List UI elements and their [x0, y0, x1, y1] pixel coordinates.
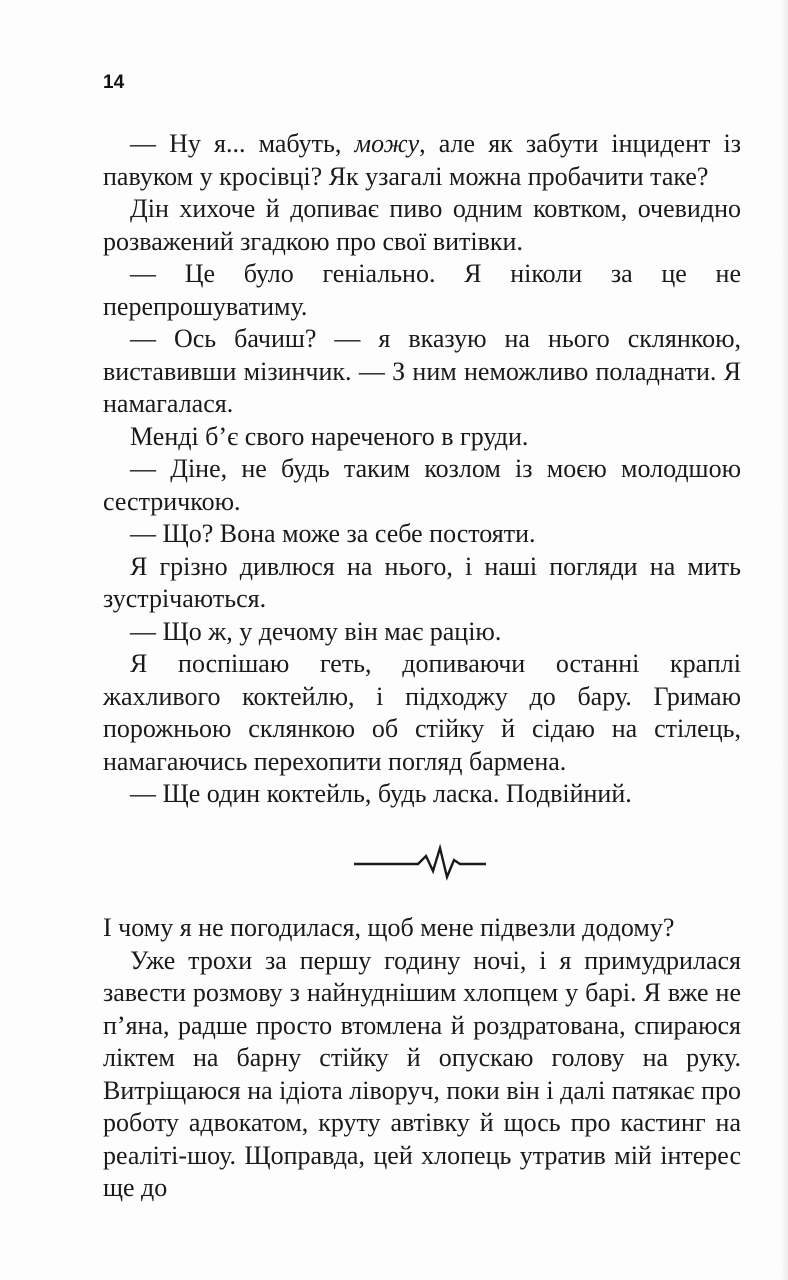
paragraph-text: , але як забути інцидент із павуком у кросівці? Як узагалі можна пробачити таке? [103, 129, 741, 191]
paragraph: — Ось бачиш? — я вказую на нього склянкою, виставивши мізинчик. — З ним неможливо поладнати. Я намагалася. [103, 324, 741, 418]
page-number: 14 [103, 72, 125, 93]
paragraph [103, 128, 741, 193]
paragraph: Я поспішаю геть, допиваючи останні краплі жахливого коктейлю, і підходжу до бару. Гримаю порожньою склянкою об стійку й сідаю на стілець, намагаючись перехопити погляд бармена. [103, 649, 741, 776]
heartbeat-line-icon [354, 842, 486, 882]
paragraph: Уже трохи за першу годину ночі, і я примудрилася завести розмову з найнуднішим хлопцем у барі. Я вже не п’яна, радше просто втомлена й роздратована, спираюся ліктем на барну стійку й опускаю голову на руку. Витріщаюся на ідіота ліворуч, поки він і далі патякає про роботу адвокатом, круту автівку й щось про кастинг на реаліті-шоу. Щоправда, цей хлопець утратив мій інтерес ще до [103, 945, 741, 1202]
paragraph: — Це було геніально. Я ніколи за це не перепрошуватиму. [103, 259, 741, 321]
paragraph: — Що ж, у дечому він має рацію. [130, 616, 502, 646]
paragraph: Я грізно дивлюся на нього, і наші погляди на мить зустрічаються. [103, 551, 741, 613]
paragraph: — Ще один коктейль, будь ласка. Подвійний. [130, 779, 632, 808]
page-edge-shadow [780, 0, 788, 1280]
paragraph: — Діне, не будь таким козлом із моєю молодшою сестричкою. [103, 454, 741, 516]
paragraph: — Що? Вона може за себе постояти. [130, 519, 536, 548]
paragraph: Менді б’є свого нареченого в груди. [130, 421, 529, 451]
text-section-one [103, 128, 741, 811]
text-section-two [103, 912, 741, 1205]
emphasized-word: можу [354, 129, 420, 158]
paragraph: Дін хихоче й допиває пиво одним ковтком, очевидно розважений згадкою про свої витівки. [103, 194, 741, 256]
paragraph-text: — Ну я... мабуть, [130, 129, 355, 158]
paragraph: І чому я не погодилася, щоб мене підвезли додому? [103, 913, 675, 942]
